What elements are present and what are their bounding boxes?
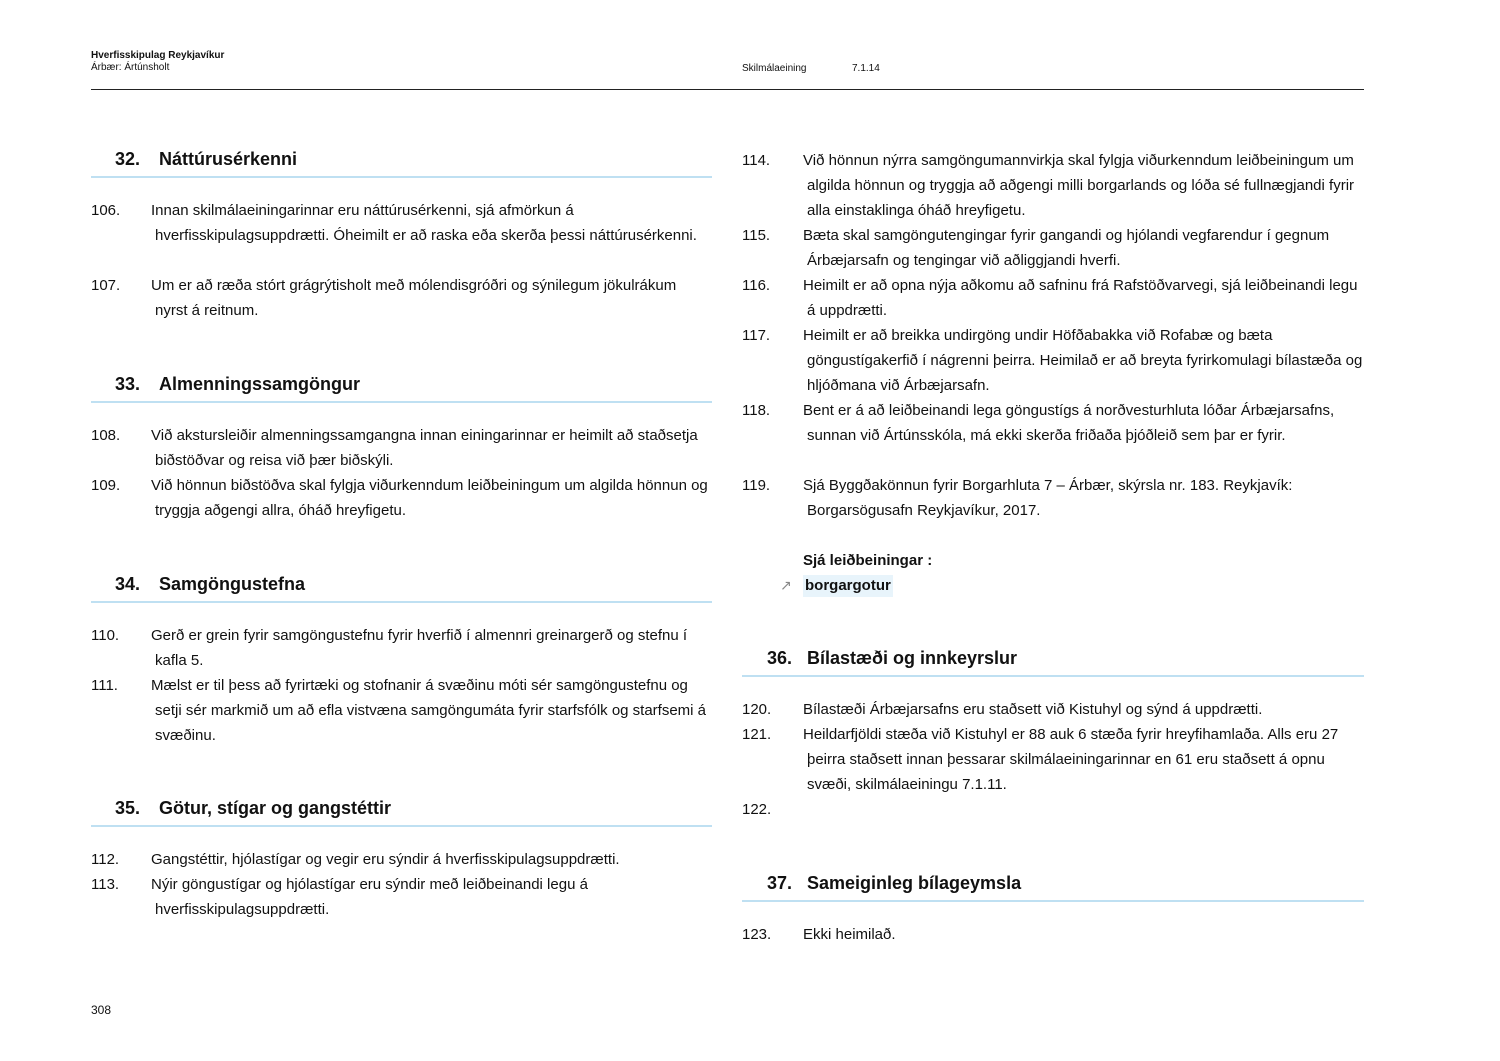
guidelines-label: Sjá leiðbeiningar : <box>803 552 933 569</box>
item-text: Gerð er grein fyrir samgöngustefnu fyrir hverfið í almennri greinargerð og stefnu í kafla 5. <box>151 627 688 669</box>
page-number: 308 <box>91 1003 112 1017</box>
item-text: Um er að ræða stórt grágrýtisholt með mólendisgróðri og sýnilegum jökulrákum nyrst á reitnum. <box>151 277 677 319</box>
item-text: Við akstursleiðir almenningssamgangna innan einingarinnar er heimilt að staðsetja biðstöðvar og reisa við þær biðskýli. <box>151 427 698 469</box>
item-text: Heildarfjöldi stæða við Kistuhyl er 88 auk 6 stæða fyrir hreyfihamlaða. Alls eru 27 þeirra staðsett innan þessarar skilmálaeiningarinnar en 61 eru staðsett á opnu svæði, skilmálaeiningu 7.1.11. <box>803 726 1339 793</box>
section-divider <box>91 401 712 403</box>
section-heading <box>91 573 712 613</box>
section-number: 37. <box>767 873 793 893</box>
section-heading <box>742 872 1364 912</box>
section-heading <box>91 797 712 837</box>
item-number: 106. <box>91 202 121 219</box>
item-text: Við hönnun nýrra samgöngumannvirkja skal fylgja viðurkenndum leiðbeiningum um algilda hönnun og tryggja að aðgengi milli borgarlands og lóða sé fullnægjandi fyrir alla einstaklinga óháð hreyfigetu. <box>803 152 1355 219</box>
section-divider <box>742 675 1364 677</box>
section-number: 34. <box>115 574 141 594</box>
item-number: 116. <box>742 277 771 294</box>
item-number: 121. <box>742 726 772 743</box>
item-number: 110. <box>91 627 120 644</box>
section-title: Götur, stígar og gangstéttir <box>159 798 392 818</box>
guidelines-link[interactable]: borgargotur <box>803 575 893 597</box>
item-text: Heimilt er að breikka undirgöng undir Höfðabakka við Rofabæ og bæta göngustígakerfið í nágrenni þeirra. Heimilað er að breyta fyrirkomulagi bílastæða og hljóðmana við Árbæjarsafn. <box>803 327 1363 394</box>
section-heading <box>91 148 712 188</box>
unit-label: Skilmálaeining <box>742 63 807 74</box>
item-text: Bæta skal samgöngutengingar fyrir gangandi og hjólandi vegfarendur í gegnum Árbæjarsafn og tengingar við aðliggjandi hverfi. <box>803 227 1330 269</box>
section-divider <box>742 900 1364 902</box>
section-title: Bílastæði og innkeyrslur <box>807 648 1018 668</box>
item-text: Innan skilmálaeiningarinnar eru náttúrusérkenni, sjá afmörkun á hverfisskipulagsuppdrætti. Óheimilt er að raska eða skerða þessi náttúrusérkenni. <box>151 202 697 244</box>
section-number: 35. <box>115 798 141 818</box>
section-title: Náttúrusérkenni <box>159 149 298 169</box>
document-title: Hverfisskipulag Reykjavíkur <box>91 50 225 61</box>
item-number: 118. <box>742 402 771 419</box>
item-number: 114. <box>742 152 771 169</box>
item-number: 119. <box>742 477 771 494</box>
section-title: Sameiginleg bílageymsla <box>807 873 1022 893</box>
item-text: Mælst er til þess að fyrirtæki og stofnanir á svæðinu móti sér samgöngustefnu og setji sér markmið um að efla vistvæna samgöngumáta fyrir starfsfólk og starfsemi á svæðinu. <box>151 677 707 744</box>
item-number: 111. <box>91 677 118 694</box>
section-title: Samgöngustefna <box>159 574 306 594</box>
section-divider <box>91 601 712 603</box>
unit-code: 7.1.14 <box>852 63 880 74</box>
section-heading <box>742 647 1364 687</box>
section-number: 33. <box>115 374 141 394</box>
item-text: Heimilt er að opna nýja aðkomu að safninu frá Rafstöðvarvegi, sjá leiðbeinandi legu á uppdrætti. <box>803 277 1358 319</box>
item-text: Nýir göngustígar og hjólastígar eru sýndir með leiðbeinandi legu á hverfisskipulagsuppdrætti. <box>151 876 588 918</box>
item-number: 117. <box>742 327 771 344</box>
section-title: Almenningssamgöngur <box>159 374 361 394</box>
document-subtitle: Árbær: Ártúnsholt <box>91 62 170 73</box>
item-number: 113. <box>91 876 120 893</box>
section-number: 32. <box>115 149 141 169</box>
item-number: 112. <box>91 851 120 868</box>
item-number: 107. <box>91 277 121 294</box>
item-number: 120. <box>742 701 772 718</box>
section-divider <box>91 825 712 827</box>
item-number: 122. <box>742 801 772 818</box>
item-text: Bílastæði Árbæjarsafns eru staðsett við Kistuhyl og sýnd á uppdrætti. <box>803 701 1263 718</box>
section-divider <box>91 176 712 178</box>
item-text: Sjá Byggðakönnun fyrir Borgarhluta 7 – Árbær, skýrsla nr. 183. Reykjavík: Borgarsögusafn Reykjavíkur, 2017. <box>803 477 1293 519</box>
item-text: Gangstéttir, hjólastígar og vegir eru sýndir á hverfisskipulagsuppdrætti. <box>151 851 620 868</box>
item-number: 123. <box>742 926 772 943</box>
item-number: 115. <box>742 227 771 244</box>
external-link-arrow-icon: ↗ <box>780 577 792 593</box>
item-number: 108. <box>91 427 121 444</box>
item-text: Bent er á að leiðbeinandi lega göngustígs á norðvesturhluta lóðar Árbæjarsafns, sunnan við Ártúnsskóla, má ekki skerða friðaða þjóðleið sem þar er fyrir. <box>803 402 1335 444</box>
section-number: 36. <box>767 648 793 668</box>
header-divider <box>91 89 1364 90</box>
item-text: Við hönnun biðstöðva skal fylgja viðurkenndum leiðbeiningum um algilda hönnun og tryggja aðgengi allra, óháð hreyfigetu. <box>151 477 708 519</box>
item-text: Ekki heimilað. <box>803 926 896 943</box>
item-number: 109. <box>91 477 121 494</box>
section-heading <box>91 373 712 413</box>
